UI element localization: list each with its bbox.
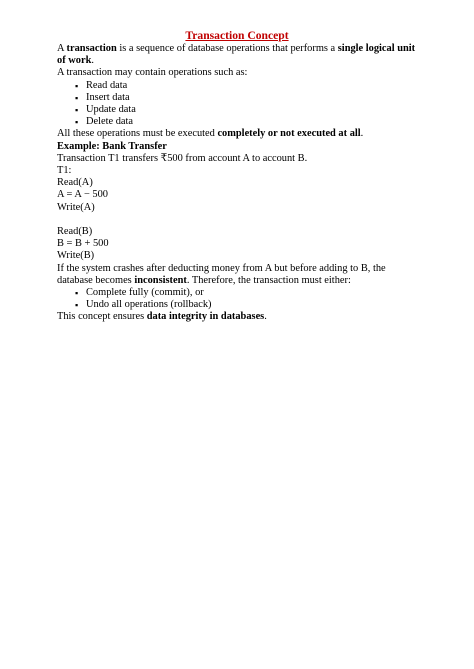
list-item: ▪ Delete data bbox=[57, 116, 417, 128]
crash-end: . Therefore, the transaction must either: bbox=[186, 274, 351, 286]
crash-emph: inconsistent bbox=[134, 274, 187, 286]
document-body bbox=[57, 29, 417, 324]
list-item: ▪ Read data bbox=[57, 80, 417, 92]
list-item: ▪ Insert data bbox=[57, 92, 417, 104]
outcomes-list bbox=[57, 287, 417, 311]
page-title: Transaction Concept bbox=[185, 29, 289, 42]
step-credit-b: B = B + 500 bbox=[57, 238, 109, 250]
execution-end: . bbox=[360, 128, 364, 140]
execution-emph: completely or not executed at all bbox=[217, 128, 361, 140]
blank-line bbox=[57, 214, 417, 226]
crash-pre: If the system crashes after deducting money from A but before adding to B, the database becomes bbox=[57, 262, 386, 286]
conclusion-emph: data integrity in databases bbox=[146, 311, 265, 323]
operations-list bbox=[57, 80, 417, 129]
definition-paragraph bbox=[57, 43, 417, 67]
execution-pre: All these operations must be executed bbox=[57, 128, 218, 140]
conclusion bbox=[57, 311, 417, 323]
step-read-a: Read(A) bbox=[57, 177, 93, 189]
definition-term: transaction bbox=[66, 43, 117, 54]
step-write-b: Write(B) bbox=[57, 250, 95, 262]
definition-end: . bbox=[91, 55, 94, 67]
example-description: Transaction T1 transfers ₹500 from account A to account B. bbox=[57, 152, 308, 164]
list-item: ▪ Update data bbox=[57, 104, 417, 116]
definition-pre: A bbox=[57, 43, 67, 54]
definition-emph: single logical unit of work bbox=[57, 43, 416, 67]
t1-label: T1: bbox=[57, 165, 72, 177]
conclusion-pre: This concept ensures bbox=[57, 311, 147, 323]
step-write-a: Write(A) bbox=[57, 201, 95, 213]
step-read-b: Read(B) bbox=[57, 226, 93, 238]
definition-mid: is a sequence of database operations that performs a bbox=[116, 43, 338, 54]
operations-intro: A transaction may contain operations such as: bbox=[57, 67, 248, 79]
step-debit-a: A = A − 500 bbox=[57, 189, 108, 201]
crash-paragraph bbox=[57, 263, 417, 287]
example-heading: Example: Bank Transfer bbox=[57, 140, 167, 152]
execution-note bbox=[57, 128, 417, 140]
list-item: ▪ Complete fully (commit), or bbox=[57, 287, 417, 299]
list-item: ▪ Undo all operations (rollback) bbox=[57, 299, 417, 311]
conclusion-end: . bbox=[264, 311, 267, 323]
